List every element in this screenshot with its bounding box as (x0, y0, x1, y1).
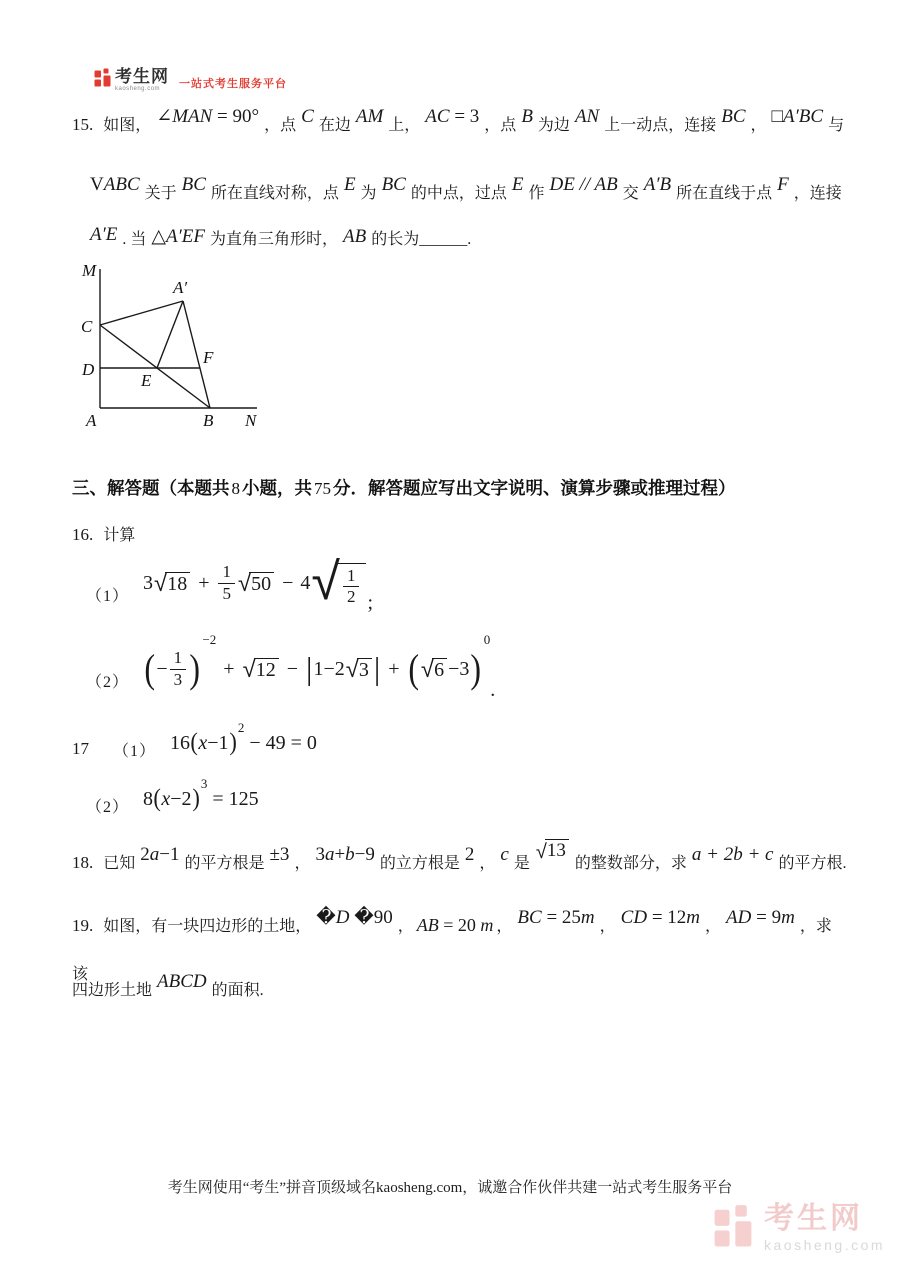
text-segment: 关于 (144, 185, 177, 202)
radical-sign: √ (154, 569, 168, 597)
text-segment: 所在直线于点 (676, 185, 773, 202)
punctuation: ; (367, 592, 374, 614)
question-18 (72, 832, 847, 887)
question-16-formula-1 (86, 551, 373, 615)
square-root (536, 839, 569, 861)
text-segment: 的中点，过点 (410, 185, 507, 202)
math-expression: AD = 9m (726, 907, 795, 928)
math-expression: 2 (464, 844, 475, 865)
text-segment: 为直角三角形时， (210, 231, 339, 248)
radicand (338, 563, 367, 607)
math-expression: BC (381, 174, 406, 195)
fraction (170, 648, 187, 689)
figure-label-F: F (203, 348, 214, 367)
math-token: −3 (448, 657, 470, 680)
math-expression: CD = 12m (620, 907, 701, 928)
figure-label-E: E (141, 371, 152, 390)
math-expression: AN (574, 106, 600, 127)
question-15-line-1 (72, 96, 847, 147)
question-number: 18. (72, 853, 94, 872)
math-expression: �D �90 (316, 907, 393, 928)
radicand: 6 (432, 658, 447, 681)
math-expression: ±3 (269, 844, 290, 865)
absolute-value-bar: | (306, 650, 313, 687)
heading-segment: 三、解答题（本题共 (72, 478, 230, 498)
section-heading (72, 475, 736, 500)
text-segment: 的面积. (211, 982, 264, 999)
exponent: −2 (202, 632, 217, 647)
square-root (346, 657, 372, 681)
question-number: 15. (72, 115, 94, 134)
math-token: −1 (207, 731, 229, 754)
math-expression: BC (181, 174, 206, 195)
question-17-part-1 (72, 722, 317, 764)
text-segment: ， (599, 918, 616, 935)
text-segment: ，求该 (72, 918, 832, 983)
radical-sign: √ (237, 569, 252, 597)
radical-sign: √ (420, 655, 435, 683)
math-expression: AC = 3 (425, 106, 480, 127)
fraction (218, 562, 235, 603)
square-root (243, 657, 279, 681)
figure-line-CB (100, 325, 210, 408)
numerator: 1 (343, 566, 360, 587)
figure-label-N: N (245, 411, 257, 430)
right-paren: ) (228, 728, 237, 756)
heading-segment: 分．解答题应写出文字说明、演算步骤或推理过程） (333, 478, 736, 498)
text-segment: 的长为 (371, 231, 420, 248)
denominator: 2 (346, 586, 356, 606)
text-segment: . 当 (122, 231, 147, 248)
text-segment: 计算 (103, 527, 136, 544)
exponent: 3 (200, 776, 208, 791)
text-segment: ， (294, 855, 311, 872)
figure-label-B: B (203, 411, 214, 430)
watermark-logo (714, 1204, 885, 1253)
question-17-part-2 (86, 778, 259, 820)
question-16-title (72, 518, 847, 553)
math-expression: ∠MAN = 90° (156, 106, 260, 127)
question-15-line-2 (85, 164, 860, 215)
kaosheng-logo-icon (94, 68, 111, 88)
math-expression: E (511, 174, 524, 195)
math-expression: BC (721, 106, 746, 127)
logo-tagline: 一站式考生服务平台 (179, 78, 287, 90)
math-expression: BC = 25m (517, 907, 595, 928)
math-expression: c (500, 844, 509, 865)
math-token: = 125 (212, 787, 259, 810)
radicand: 13 (545, 839, 569, 861)
text-segment: 与 (828, 117, 845, 134)
variable: x (161, 787, 171, 810)
text-segment: ， (397, 918, 414, 935)
absolute-value-bar: | (373, 650, 381, 687)
text-segment: 作 (528, 185, 545, 202)
math-expression: DE // AB (549, 174, 618, 195)
math-expression (535, 839, 570, 865)
text-segment: 的立方根是 (379, 855, 460, 872)
logo-domain: kaosheng.com (115, 86, 161, 92)
square-root (154, 571, 190, 595)
denominator: 5 (222, 583, 231, 603)
math-expression: A′B (643, 174, 672, 195)
text-segment: 所在直线对称，点 (210, 185, 339, 202)
text-segment: 如图，有一块四边形的土地， (103, 918, 312, 935)
heading-number: 8 (231, 479, 240, 498)
text-segment: 在边 (318, 117, 351, 134)
radical-sign: √ (535, 839, 547, 863)
question-number: 19. (72, 916, 94, 935)
math-token: 4 (300, 571, 311, 594)
math-expression: AM (355, 106, 384, 127)
question-16-formula-2 (86, 632, 496, 702)
square-root (238, 571, 274, 595)
text-segment: 交 (622, 185, 639, 202)
question-15-line-3 (85, 216, 860, 259)
text-segment: 的平方根是 (184, 855, 265, 872)
radical-sign: √ (311, 552, 340, 613)
operator: − (282, 571, 294, 594)
radical-sign: √ (242, 655, 256, 683)
right-paren: ) (191, 784, 200, 812)
operator: + (388, 657, 400, 680)
math-expression: a + 2b + c (691, 844, 774, 865)
radicand: 18 (165, 572, 190, 595)
denominator: 3 (173, 669, 183, 689)
math-expression: C (301, 106, 314, 127)
math-token: 3 (143, 571, 154, 594)
text-segment: ， (479, 855, 496, 872)
text-segment: ，连接 (793, 185, 842, 202)
math-expression: △A′EF (151, 226, 205, 247)
math-token: 8 (143, 787, 154, 810)
text-segment: ， (496, 918, 513, 935)
question-number: 16. (72, 525, 94, 544)
operator: − (286, 657, 299, 680)
math-expression: VABC (90, 174, 140, 195)
geometry-figure (75, 256, 345, 441)
square-root (421, 657, 447, 681)
operator: − (156, 657, 168, 680)
math-token: 16 (170, 731, 191, 754)
radicand: 3 (357, 658, 372, 681)
radicand: 12 (254, 658, 279, 681)
text-segment: 如图， (103, 117, 152, 134)
text-segment: ，点 (264, 117, 297, 134)
text-segment: 是 (513, 855, 530, 872)
text-segment: 的整数部分，求 (574, 855, 687, 872)
text-segment: ， (705, 918, 722, 935)
text-segment: 四边形土地 (72, 982, 153, 999)
figure-label-C: C (81, 317, 93, 336)
kaosheng-watermark-icon (714, 1204, 752, 1250)
right-paren: ) (470, 646, 482, 691)
figure-label-A: A (86, 411, 97, 430)
footer-text: 考生网使用“考生”拼音顶级域名kaosheng.com，诚邀合作伙伴共建一站式考生服务平台 (167, 1180, 733, 1196)
answer-blank: ______ (419, 231, 468, 248)
left-paren: ( (407, 646, 419, 691)
text-segment: 上， (388, 117, 421, 134)
math-expression: 3a+b−9 (315, 844, 375, 865)
numerator: 1 (218, 562, 235, 583)
heading-segment: 小题，共 (242, 478, 312, 498)
math-token: 1−2 (313, 657, 345, 680)
part-label: （2） (86, 798, 130, 816)
math-token: − 49 = 0 (249, 731, 317, 754)
text-segment: 为边 (537, 117, 570, 134)
part-label: （2） (86, 673, 130, 691)
operator: + (223, 657, 235, 680)
variable: x (198, 731, 208, 754)
text-segment: 已知 (103, 855, 136, 872)
math-expression: A′E (90, 224, 118, 245)
radical-sign: √ (345, 655, 359, 683)
math-token: −2 (170, 787, 192, 810)
numerator: 1 (170, 648, 187, 669)
math-expression: E (343, 174, 356, 195)
operator: + (198, 571, 210, 594)
heading-number: 75 (314, 479, 331, 498)
figure-line-A-prime-E (157, 301, 183, 368)
right-paren: ) (189, 646, 201, 691)
math-expression: 2a−1 (140, 844, 180, 865)
fraction (343, 566, 360, 607)
math-expression: F (777, 174, 789, 195)
math-expression: □A′BC (771, 106, 824, 127)
text-segment: 的平方根. (778, 855, 847, 872)
figure-line-CA-prime (100, 301, 183, 325)
text-segment: . (467, 231, 472, 248)
left-paren: ( (153, 784, 161, 812)
math-expression: ABCD (157, 971, 207, 992)
figure-label-A-prime: A′ (173, 278, 188, 297)
radicand: 50 (249, 572, 274, 595)
math-expression: AB = 20 m (416, 915, 494, 935)
logo-text: 考生网 (115, 67, 169, 86)
part-label: （1） (86, 587, 130, 605)
left-paren: ( (144, 646, 156, 691)
square-root (311, 552, 366, 613)
question-number: 17 (72, 739, 89, 758)
text-segment: ， (750, 117, 767, 134)
punctuation: . (490, 679, 496, 701)
watermark-domain: kaosheng.com (764, 1237, 886, 1253)
watermark-text: 考生网 (764, 1202, 863, 1235)
exponent: 2 (237, 720, 245, 735)
figure-label-D: D (82, 360, 95, 379)
text-segment: 为 (360, 185, 377, 202)
text-segment: ，点 (484, 117, 517, 134)
exponent: 0 (483, 632, 491, 647)
question-19-line-2 (72, 960, 847, 1013)
site-logo (94, 68, 287, 93)
figure-label-M: M (82, 261, 97, 280)
math-expression: B (521, 106, 533, 127)
left-paren: ( (190, 728, 198, 756)
text-segment: 上一动点，连接 (604, 117, 717, 134)
part-label: （1） (113, 742, 157, 760)
math-expression: AB (343, 226, 367, 247)
